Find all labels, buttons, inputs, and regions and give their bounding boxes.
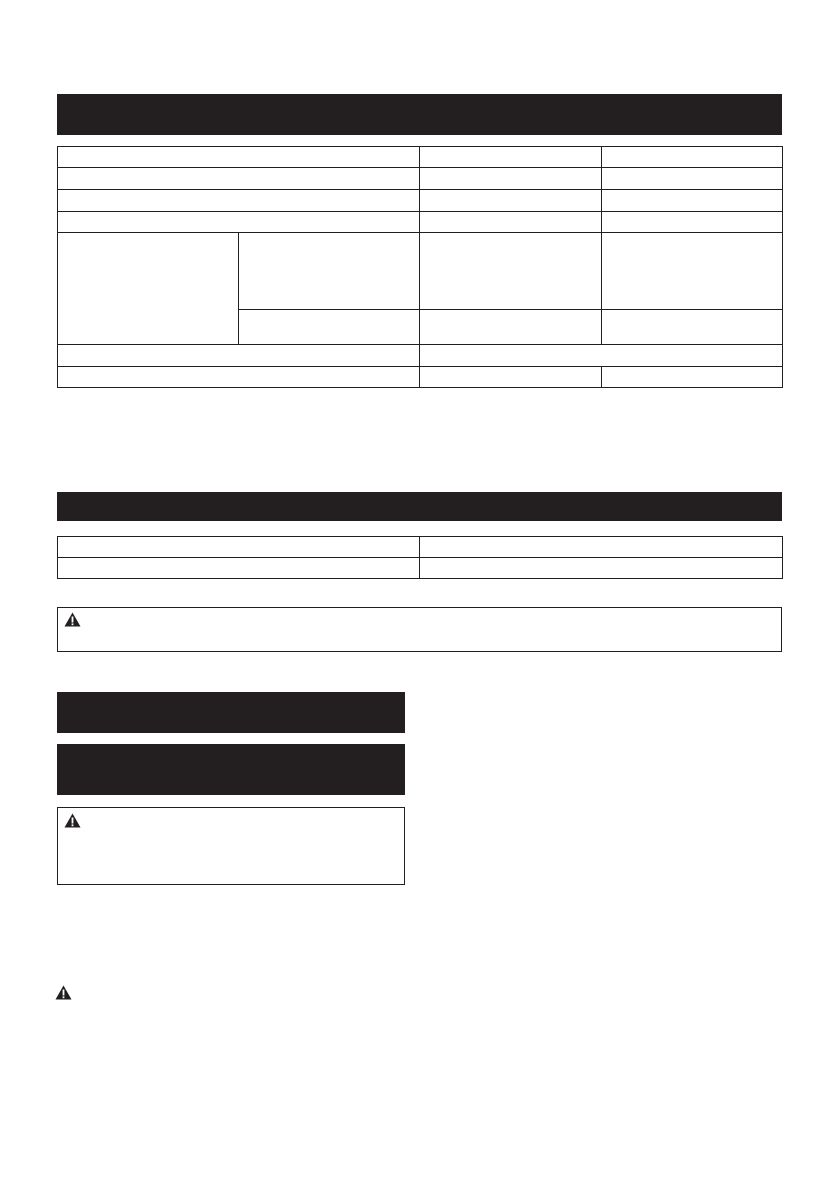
table-cell (58, 190, 420, 212)
table-cell (602, 233, 783, 310)
table-cell (420, 190, 602, 212)
section-header-bar (57, 692, 405, 733)
table-cell (602, 310, 783, 345)
table-row (58, 367, 783, 388)
table-cell (602, 367, 783, 388)
table-row (58, 147, 783, 168)
specifications-header-bar (57, 94, 782, 135)
table-row (58, 345, 783, 367)
table-row (58, 212, 783, 233)
table-cell (239, 310, 420, 345)
table-cell (420, 345, 783, 367)
table-cell (58, 212, 420, 233)
table-row (58, 190, 783, 212)
table-row (58, 233, 783, 310)
table-cell (602, 147, 783, 168)
specifications-table (57, 146, 783, 388)
section-header-bar (57, 744, 405, 795)
table-cell (420, 558, 783, 579)
warning-triangle-icon (64, 813, 81, 828)
table-row (58, 537, 783, 558)
table-cell (602, 190, 783, 212)
table-cell (420, 310, 602, 345)
table-cell (420, 168, 602, 190)
table-cell (58, 558, 420, 579)
table-cell (420, 537, 783, 558)
table-cell (58, 233, 239, 345)
table-cell (420, 147, 602, 168)
table-cell (58, 147, 420, 168)
section-header-bar (57, 492, 782, 521)
table-cell (602, 212, 783, 233)
warning-triangle-icon (64, 612, 81, 627)
second-table (57, 536, 783, 579)
warning-box (57, 807, 405, 885)
table-cell (58, 345, 420, 367)
table-cell (58, 168, 420, 190)
table-row (58, 168, 783, 190)
table-cell (420, 212, 602, 233)
warning-box (57, 607, 782, 652)
table-cell (420, 367, 602, 388)
table-cell (239, 233, 420, 310)
table-row (58, 558, 783, 579)
warning-triangle-icon (55, 985, 72, 1000)
table-cell (58, 367, 420, 388)
table-cell (602, 168, 783, 190)
table-cell (58, 537, 420, 558)
table-cell (420, 233, 602, 310)
